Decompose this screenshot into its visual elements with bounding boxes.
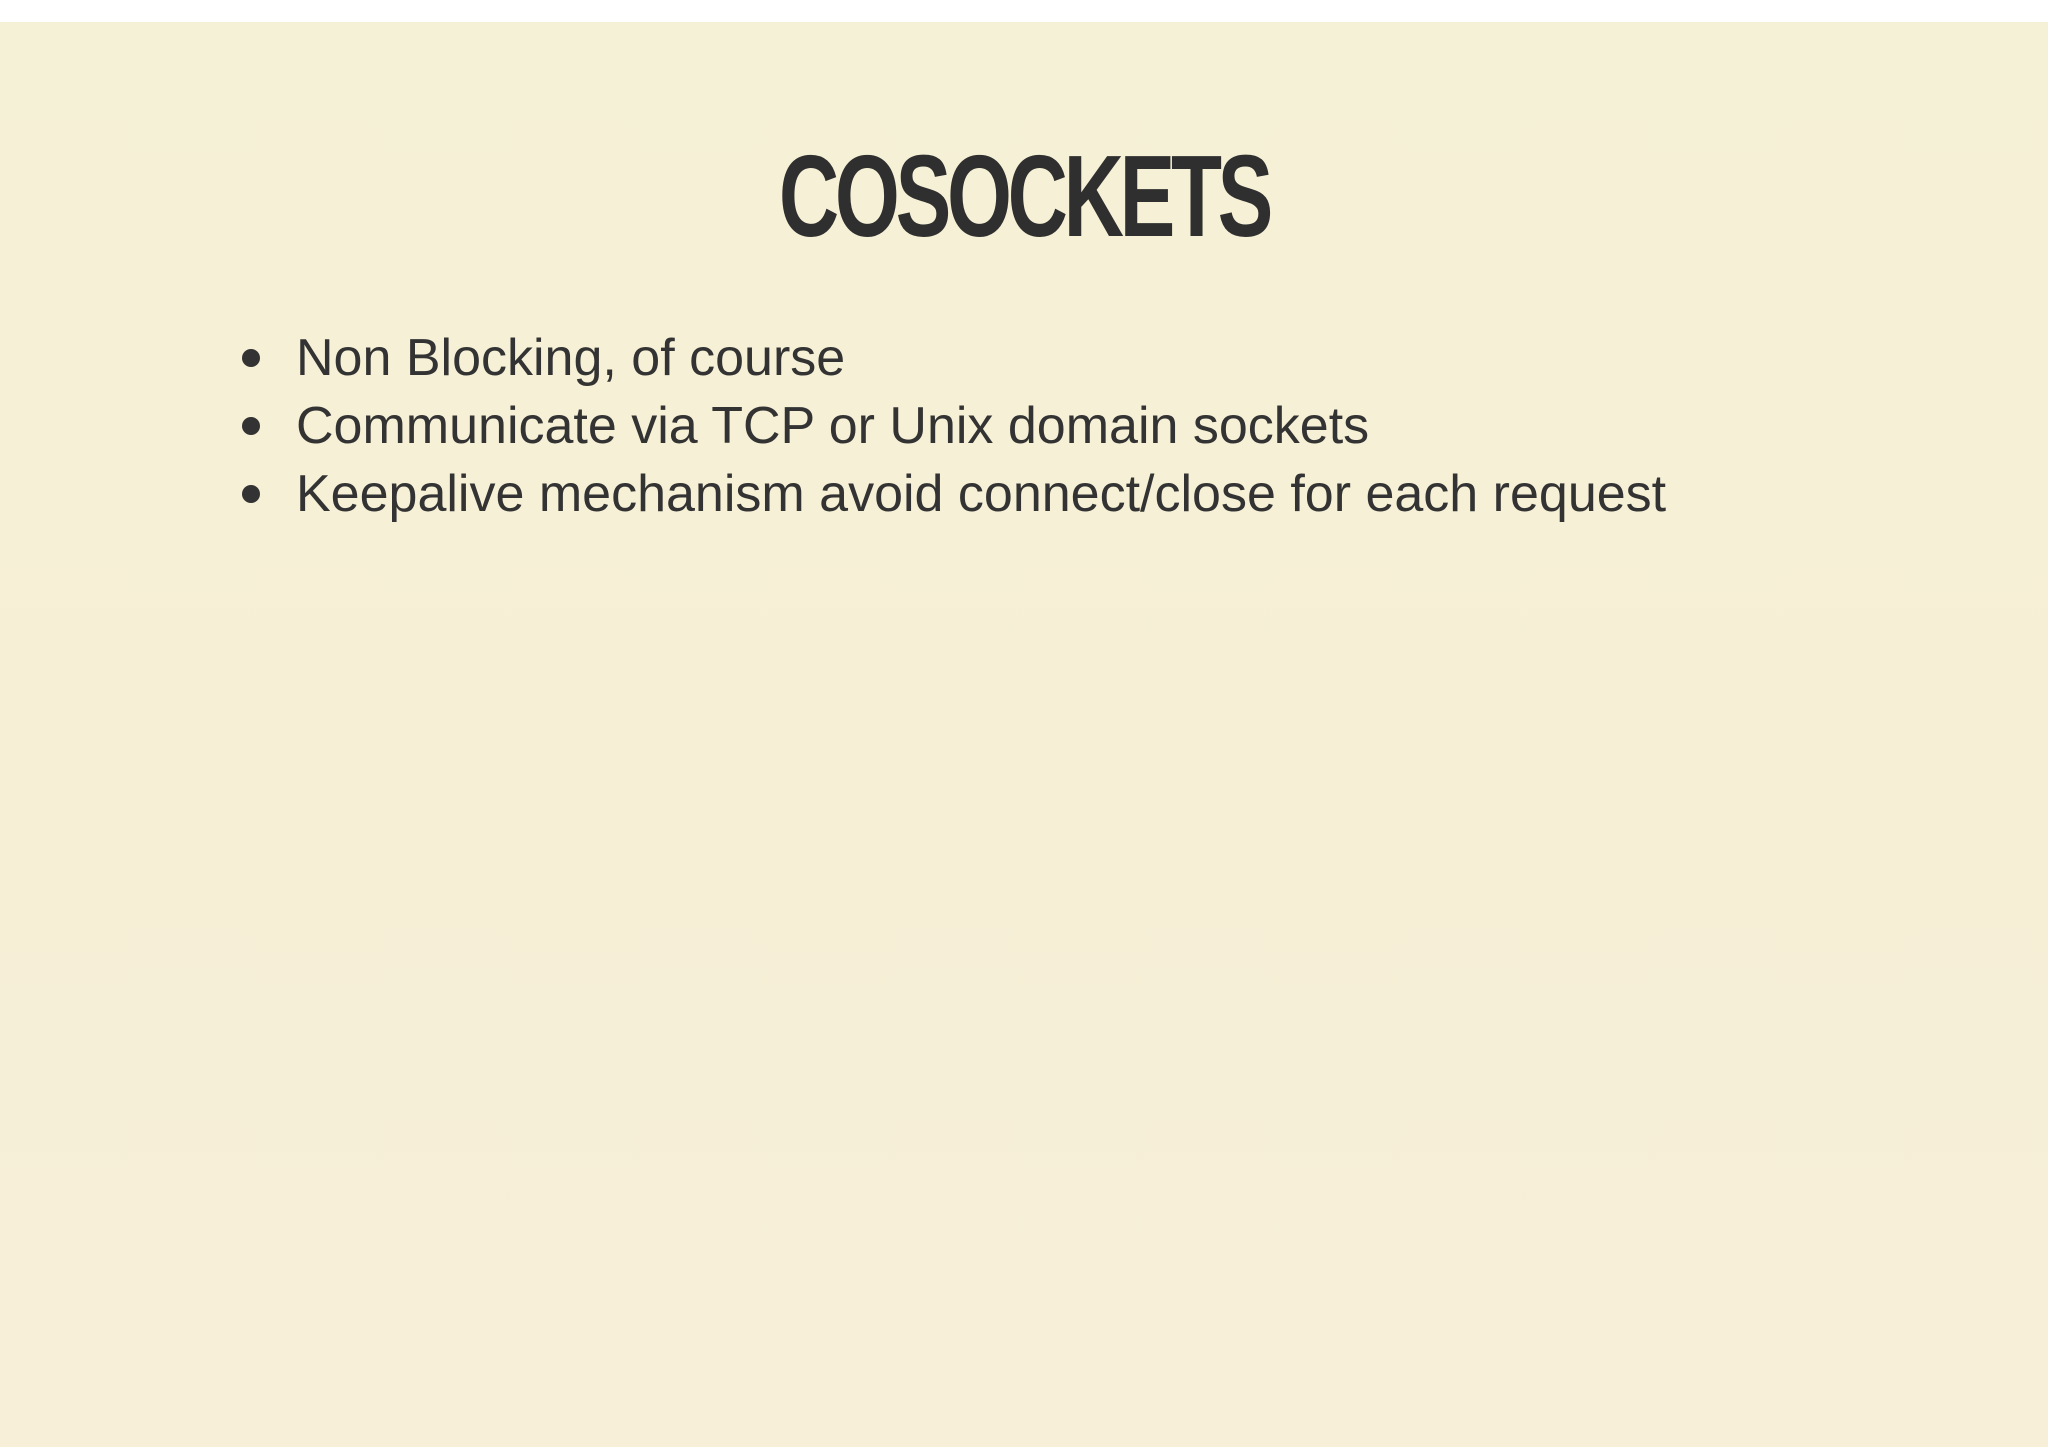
bullet-item (296, 460, 1666, 528)
bullet-list (296, 324, 1666, 528)
bullet-text: Keepalive mechanism avoid connect/close for each request (296, 465, 1667, 523)
slide-title: COSOCKETS (778, 131, 1270, 261)
bullet-icon (242, 417, 260, 435)
slide (0, 22, 2048, 1447)
bullet-icon (242, 485, 260, 503)
bullet-icon (242, 349, 260, 367)
bullet-item (296, 324, 1666, 392)
bullet-text: Communicate via TCP or Unix domain sockets (296, 397, 1370, 455)
bullet-text: Non Blocking, of course (296, 329, 846, 387)
bullet-item (296, 392, 1666, 460)
